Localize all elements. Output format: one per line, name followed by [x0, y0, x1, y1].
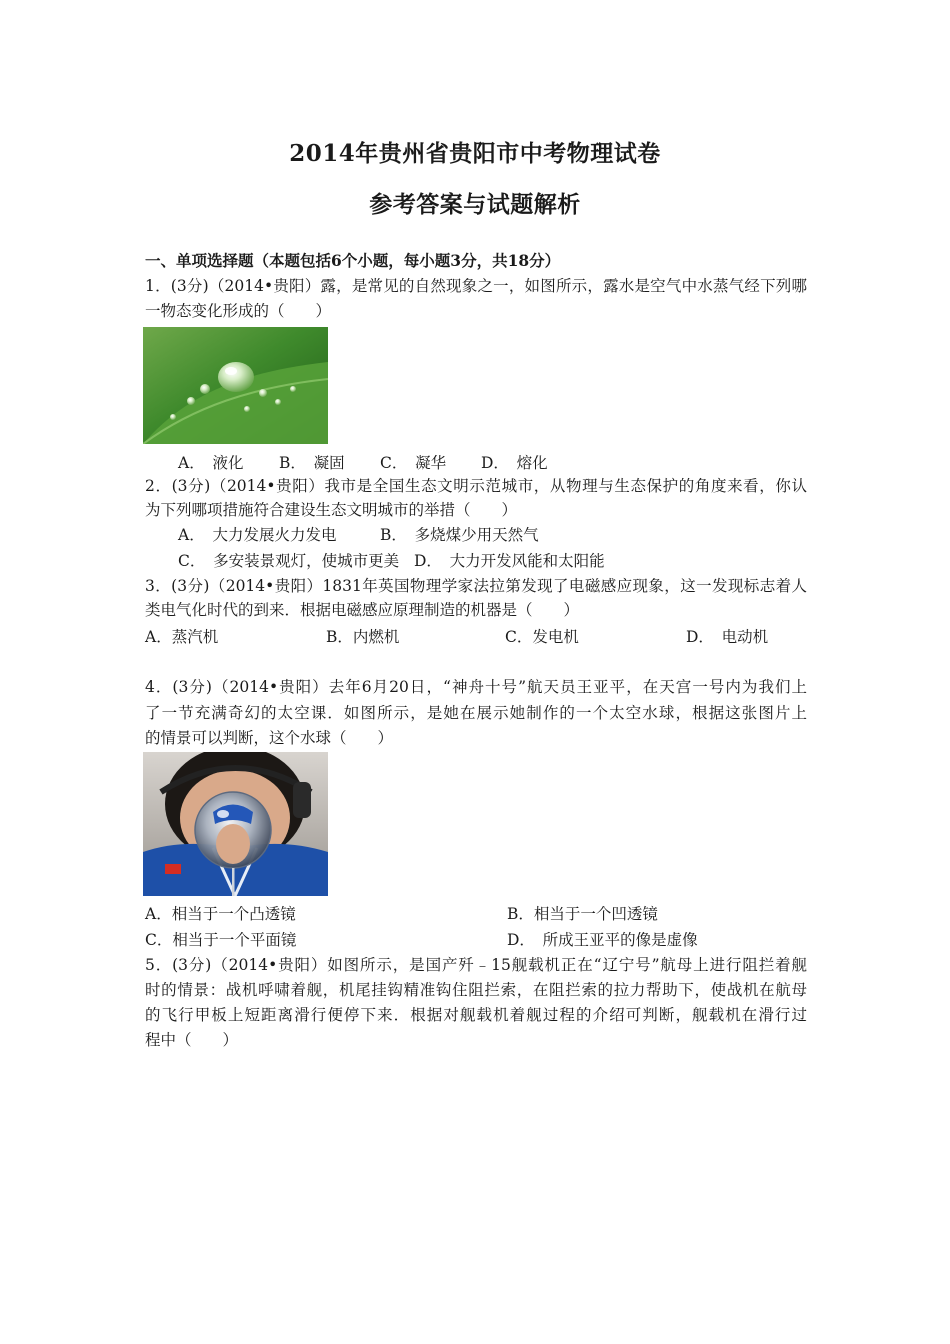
- section-heading: 一、单项选择题（本题包括6个小题，每小题3分，共18分）: [145, 251, 561, 270]
- question-2-option-c: C． 多安装景观灯，使城市更美: [178, 552, 400, 570]
- document-title: 2014年贵州省贵阳市中考物理试卷: [289, 140, 661, 167]
- question-4-text-line-1: 4．(3分)（2014•贵阳）去年6月20日，“神舟十号”航天员王亚平，在天宫一号内为我们上: [145, 678, 807, 696]
- question-2-text-line-1: 2．(3分)（2014•贵阳）我市是全国生态文明示范城市，从物理与生态保护的角度来看，你认: [145, 477, 807, 495]
- question-5-text-line-2: 时的情景：战机呼啸着舰，机尾挂钩精准钩住阻拦索，在阻拦索的拉力帮助下，使战机在航母: [145, 981, 807, 999]
- question-1-option-a: A． 液化: [178, 454, 244, 472]
- question-4-text-line-3: 的情景可以判断，这个水球（ ）: [145, 729, 394, 747]
- question-3-option-c: C．发电机: [505, 628, 579, 646]
- question-2-option-d: D． 大力开发风能和太阳能: [414, 552, 605, 570]
- question-1-text-line-1: 1．(3分)（2014•贵阳）露，是常见的自然现象之一，如图所示，露水是空气中水蒸气经下列哪: [145, 277, 807, 295]
- question-4-option-c: C．相当于一个平面镜: [145, 931, 297, 949]
- dew-drop-photo: [143, 327, 328, 444]
- question-1-option-d: D． 熔化: [481, 454, 548, 472]
- question-3-text-line-1: 3．(3分)（2014•贵阳）1831年英国物理学家法拉第发现了电磁感应现象，这一发现标志着人: [145, 577, 807, 595]
- question-2-text-line-2: 为下列哪项措施符合建设生态文明城市的举措（ ）: [145, 501, 518, 519]
- question-5-text-line-4: 程中（ ）: [145, 1031, 239, 1049]
- question-4-option-b: B．相当于一个凹透镜: [507, 905, 658, 923]
- dew-drop-image: [143, 327, 328, 444]
- question-2-option-b: B． 多烧煤少用天然气: [380, 526, 539, 544]
- question-1-text-line-2: 一物态变化形成的（ ）: [145, 302, 332, 320]
- question-5-text-line-3: 的飞行甲板上短距离滑行便停下来．根据对舰载机着舰过程的介绍可判断，舰载机在滑行过: [145, 1006, 807, 1024]
- question-4-option-d: D． 所成王亚平的像是虚像: [507, 931, 698, 949]
- question-2-option-a: A． 大力发展火力发电: [178, 526, 337, 544]
- question-1-option-c: C． 凝华: [380, 454, 447, 472]
- question-4-text-line-2: 了一节充满奇幻的太空课．如图所示，是她在展示她制作的一个太空水球，根据这张图片上: [145, 704, 807, 722]
- question-3-option-b: B．内燃机: [326, 628, 400, 646]
- question-3-text-line-2: 类电气化时代的到来．根据电磁感应原理制造的机器是（ ）: [145, 601, 580, 619]
- water-ball-image: [143, 752, 328, 896]
- document-subtitle: 参考答案与试题解析: [369, 191, 581, 218]
- question-3-option-a: A．蒸汽机: [145, 628, 219, 646]
- question-3-option-d: D． 电动机: [686, 628, 769, 646]
- question-4-option-a: A．相当于一个凸透镜: [145, 905, 296, 923]
- water-ball-photo: [143, 752, 328, 896]
- question-5-text-line-1: 5．(3分)（2014•贵阳）如图所示，是国产歼﹣15舰载机正在“辽宁号”航母上进行阻拦着舰: [145, 956, 807, 974]
- question-1-option-b: B． 凝固: [279, 454, 345, 472]
